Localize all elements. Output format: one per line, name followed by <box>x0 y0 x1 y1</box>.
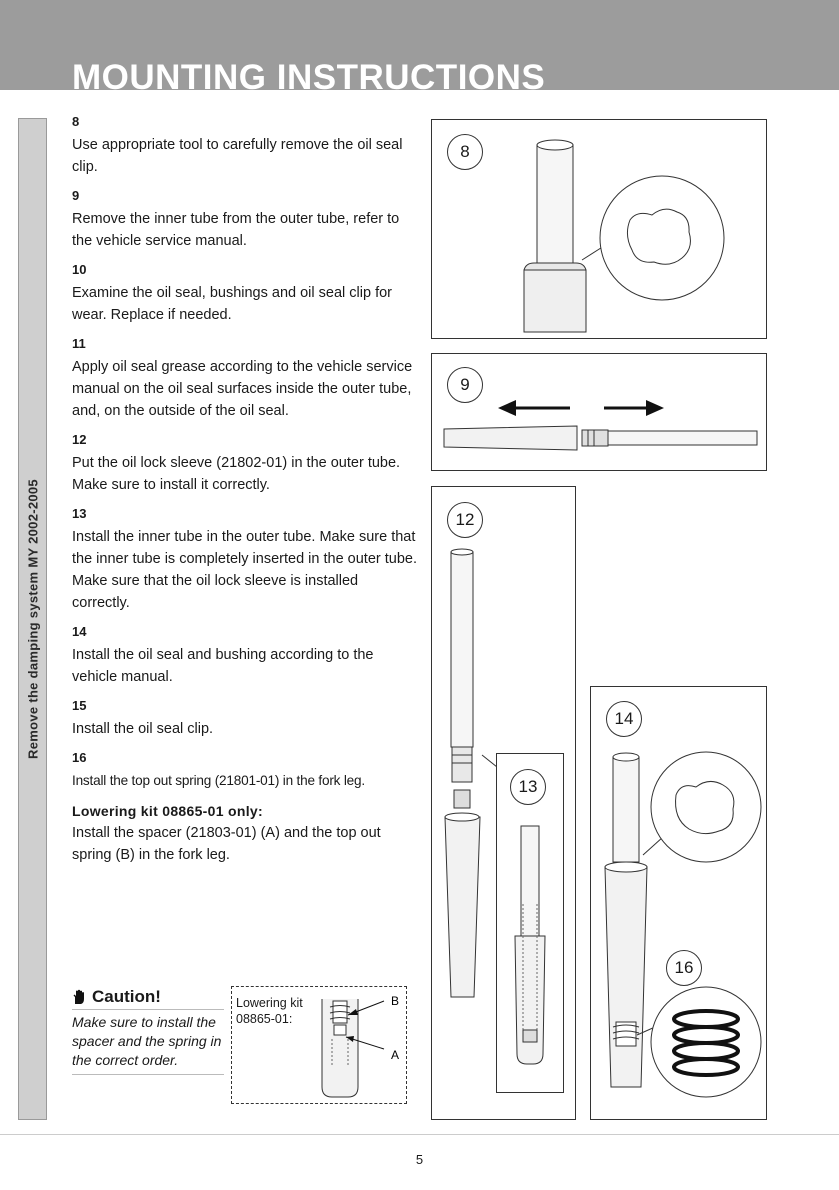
section-side-label: Remove the damping system MY 2002-2005 <box>25 479 40 759</box>
figure-16-number: 16 <box>666 950 702 986</box>
caution-note <box>72 986 224 1075</box>
figure-8 <box>431 119 767 339</box>
figure-14 <box>590 686 767 1120</box>
label-a: A <box>391 1048 400 1062</box>
instruction-steps <box>72 114 417 876</box>
figure-13 <box>496 753 564 1093</box>
lowering-kit-diagram <box>231 986 407 1104</box>
step-14 <box>72 624 417 688</box>
figure-9 <box>431 353 767 471</box>
figure-14-drawing <box>591 687 768 1121</box>
step-text: Install the oil seal and bushing according to the vehicle manual. <box>72 647 374 685</box>
step-number: 10 <box>72 262 87 277</box>
page-title: MOUNTING INSTRUCTIONS <box>72 58 546 90</box>
figure-9-number: 9 <box>447 367 483 403</box>
step-15 <box>72 698 417 740</box>
caution-heading <box>72 986 224 1010</box>
step-text: Apply oil seal grease according to the vehicle service manual on the oil seal surfaces inside the outer tube, and, on the outside of the oil seal. <box>72 359 413 419</box>
section-side-tab <box>18 118 47 1120</box>
figure-9-drawing <box>432 354 768 472</box>
figure-14-number: 14 <box>606 701 642 737</box>
step-text: Install the oil seal clip. <box>72 721 214 737</box>
step-13 <box>72 506 417 614</box>
figure-13-number: 13 <box>510 769 546 805</box>
step-11 <box>72 336 417 422</box>
step-number: 14 <box>72 624 87 639</box>
caution-title: Caution! <box>92 987 161 1006</box>
step-text: Examine the oil seal, bushings and oil seal clip for wear. Replace if needed. <box>72 285 392 323</box>
step-number: 11 <box>72 336 86 351</box>
step-number: 9 <box>72 188 80 203</box>
lowering-kit-heading: Lowering kit 08865-01 only: <box>72 803 263 819</box>
step-number: 15 <box>72 698 87 713</box>
page-number: 5 <box>415 1152 424 1167</box>
step-10 <box>72 262 417 326</box>
step-text: Remove the inner tube from the outer tube, refer to the vehicle service manual. <box>72 211 400 249</box>
step-16 <box>72 750 417 792</box>
figure-12-number: 12 <box>447 502 483 538</box>
step-number: 12 <box>72 432 87 447</box>
step-number: 13 <box>72 506 87 521</box>
figure-8-number: 8 <box>447 134 483 170</box>
step-text: Install the top out spring (21801-01) in the fork leg. <box>72 773 365 788</box>
step-text: Put the oil lock sleeve (21802-01) in the outer tube. Make sure to install it correctly. <box>72 455 401 493</box>
hand-icon <box>72 989 86 1005</box>
step-12 <box>72 432 417 496</box>
step-text: Use appropriate tool to carefully remove the oil seal clip. <box>72 137 403 175</box>
lowering-kit-step <box>72 802 417 866</box>
step-number: 16 <box>72 750 87 765</box>
caution-text: Make sure to install the spacer and the spring in the correct order. <box>72 1010 224 1075</box>
step-8 <box>72 114 417 178</box>
step-number: 8 <box>72 114 80 129</box>
step-text: Install the inner tube in the outer tube. Make sure that the inner tube is completely inserted in the outer tube. Make sure that the oil lock sleeve is installed correctly. <box>72 529 417 611</box>
step-9 <box>72 188 417 252</box>
label-b: B <box>391 994 400 1008</box>
figure-13-drawing <box>497 754 565 1094</box>
lowering-kit-text: Install the spacer (21803-01) (A) and the top out spring (B) in the fork leg. <box>72 825 381 863</box>
page-header <box>0 0 839 90</box>
lowering-kit-label: Lowering kit 08865-01: <box>236 996 303 1026</box>
footer-divider <box>0 1134 839 1135</box>
